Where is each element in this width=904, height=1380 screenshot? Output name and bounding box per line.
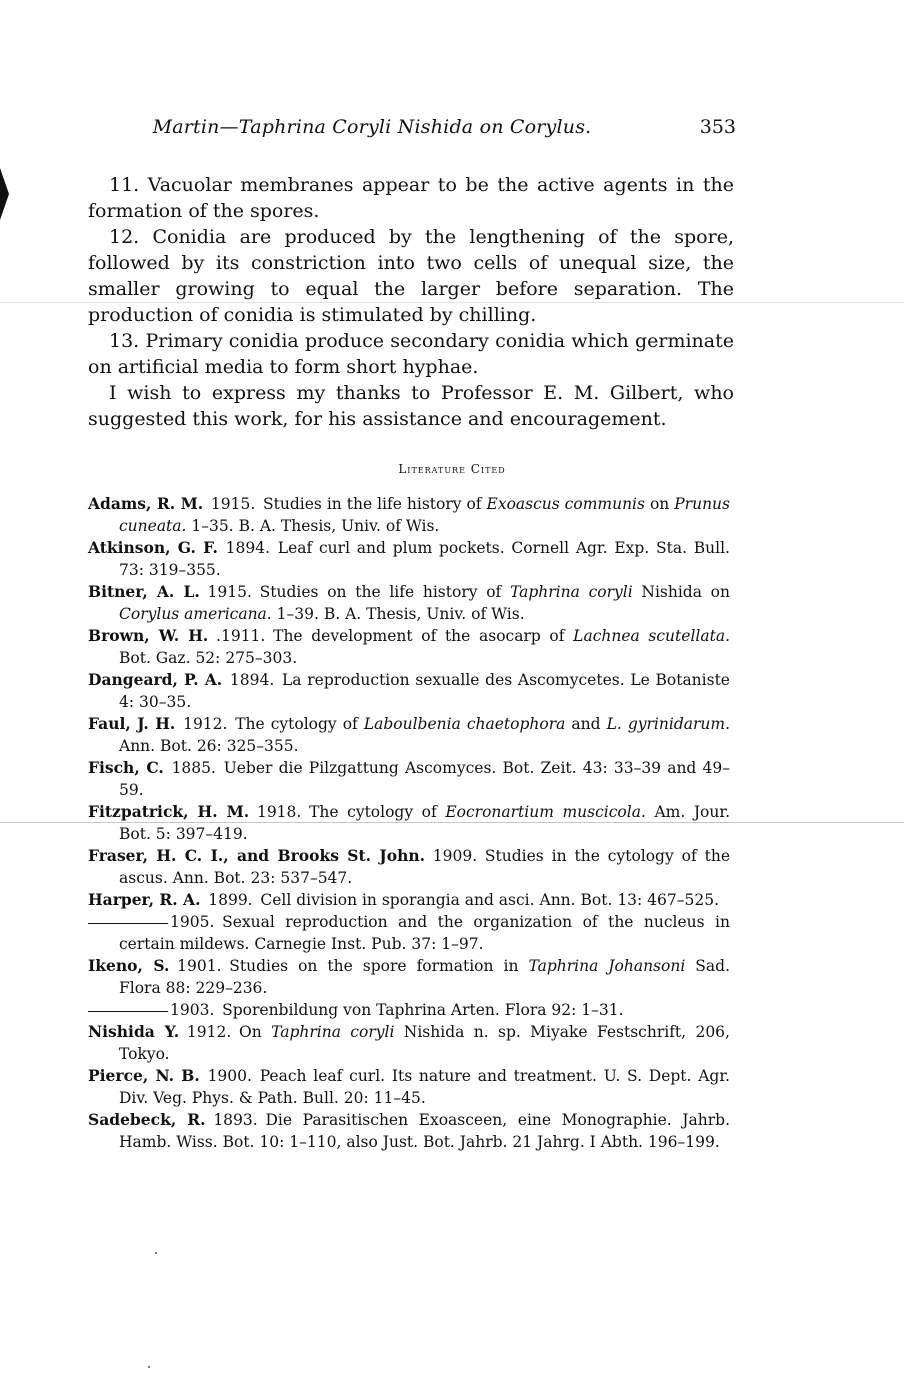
reference-title-italic: Exoascus communis [486, 495, 645, 513]
scan-speck [155, 1252, 157, 1254]
reference-author: Brown, W. H. [88, 626, 209, 645]
reference-year: .1911. [216, 627, 266, 645]
reference-text: The development of the asocarp of [273, 627, 574, 645]
reference-author: Fitzpatrick, H. M. [88, 802, 250, 821]
reference-text: Bot. Gaz. 52: 275–303. [119, 649, 298, 667]
reference-entry [88, 999, 730, 1021]
reference-entry [88, 1109, 730, 1153]
reference-text: The cytology of [235, 715, 364, 733]
reference-author: Pierce, N. B. [88, 1066, 200, 1085]
reference-text: 1–35. B. A. Thesis, Univ. of Wis. [186, 517, 440, 535]
reference-entry [88, 493, 730, 537]
reference-text: Studies on the spore formation in [229, 957, 529, 975]
reference-author: Fisch, C. [88, 758, 164, 777]
reference-text: Nishida on [632, 583, 730, 601]
body-text [88, 172, 734, 432]
reference-text: Ueber die Pilzgattung Ascomyces. Bot. Zeit. 43: 33–39 and 49–59. [119, 759, 730, 799]
reference-entry [88, 889, 730, 911]
reference-text: Studies on the life history of [259, 583, 510, 601]
page-number: 353 [699, 116, 736, 138]
reference-title-italic: Laboulbenia chaetophora [363, 715, 566, 733]
paragraph-12: 12. Conidia are produced by the lengthening of the spore, followed by its constriction into two cells of unequal size, the smaller growing to equal the larger before separation. The production of conidia is stimulated by chilling. [88, 226, 734, 326]
reference-title-italic: L. gyrinidarum. [606, 715, 731, 733]
reference-year: 1912. [183, 715, 228, 733]
reference-entry [88, 713, 730, 757]
reference-year: 1903. [170, 1001, 215, 1019]
reference-entry [88, 757, 730, 801]
reference-year: 1918. [256, 803, 302, 821]
reference-text: Studies in the cytology of the ascus. Ann. Bot. 23: 537–547. [119, 847, 730, 887]
reference-text: on [644, 495, 675, 513]
reference-author: Fraser, H. C. I., and Brooks St. John. [88, 846, 426, 865]
reference-author: Atkinson, G. F. [88, 538, 218, 557]
reference-text: Nishida n. sp. Miyake Festschrift, 206, Tokyo. [119, 1023, 730, 1063]
ditto-dash [88, 1011, 168, 1012]
reference-text: Am. Jour. Bot. 5: 397–419. [119, 803, 731, 843]
reference-entry [88, 625, 730, 669]
reference-author: Sadebeck, R. [88, 1110, 206, 1129]
reference-author: Faul, J. H. [88, 714, 176, 733]
reference-text: La reproduction sexualle des Ascomycetes. Le Botaniste 4: 30–35. [119, 671, 730, 711]
reference-text: Die Parasitischen Exoasceen, eine Monographie. Jahrb. Hamb. Wiss. Bot. 10: 1–110, also Just. Bot. Jahrb. 21 Jahrg. I Abth. 196–199. [119, 1111, 730, 1151]
paragraph-13: 13. Primary conidia produce secondary conidia which germinate on artificial media to form short hyphae. [88, 330, 734, 378]
reference-entry [88, 801, 730, 845]
ditto-dash [88, 923, 168, 924]
reference-title-italic: Taphrina coryli [271, 1023, 395, 1041]
reference-entry [88, 911, 730, 955]
literature-cited-heading: Literature Cited [398, 462, 506, 476]
running-head [88, 116, 736, 142]
reference-text: Leaf curl and plum pockets. Cornell Agr. Exp. Sta. Bull. 73: 319–355. [119, 539, 730, 579]
reference-title-italic: Lachnea scutellata. [573, 627, 730, 645]
reference-text: Ann. Bot. 26: 325–355. [119, 737, 299, 755]
reference-year: 1899. [208, 891, 253, 909]
reference-title-italic: Corylus americana. [119, 605, 272, 623]
paragraph-11: 11. Vacuolar membranes appear to be the active agents in the formation of the spores. [88, 174, 734, 222]
binding-edge-mark [0, 168, 9, 220]
reference-text: Sexual reproduction and the organization of the nucleus in certain mildews. Carnegie Inst. Pub. 37: 1–97. [119, 913, 730, 953]
reference-year: 1885. [171, 759, 216, 777]
reference-author: Nishida Y. [88, 1022, 180, 1041]
reference-author: Dangeard, P. A. [88, 670, 223, 689]
reference-year: 1893. [213, 1111, 258, 1129]
reference-year: 1901. [177, 957, 222, 975]
reference-list [88, 493, 730, 1153]
reference-entry [88, 955, 730, 999]
reference-title-italic: Eocronartium muscicola. [445, 803, 646, 821]
reference-entry [88, 537, 730, 581]
reference-author: Ikeno, S. [88, 956, 170, 975]
reference-text: and [565, 715, 607, 733]
reference-entry [88, 581, 730, 625]
reference-text: Cell division in sporangia and asci. Ann. Bot. 13: 467–525. [260, 891, 720, 909]
reference-year: 1912. [186, 1023, 232, 1041]
reference-author: Harper, R. A. [88, 890, 201, 909]
reference-year: 1915. [207, 583, 252, 601]
reference-entry [88, 1021, 730, 1065]
reference-title-italic: Prunus cuneata. [119, 495, 730, 535]
reference-text: Studies in the life history of [263, 495, 487, 513]
reference-year: 1894. [229, 671, 275, 689]
reference-text: Sporenbildung von Taphrina Arten. Flora 92: 1–31. [222, 1001, 624, 1019]
running-title: Martin—Taphrina Coryli Nishida on Corylus. [152, 116, 592, 138]
reference-title-italic: Taphrina Johansoni [528, 957, 686, 975]
reference-text: Sad. Flora 88: 229–236. [119, 957, 731, 997]
reference-year: 1894. [225, 539, 271, 557]
reference-year: 1905. [170, 913, 215, 931]
reference-entry [88, 1065, 730, 1109]
reference-year: 1915. [210, 495, 256, 513]
reference-title-italic: Taphrina coryli [509, 583, 633, 601]
reference-entry [88, 669, 730, 713]
reference-author: Adams, R. M. [88, 494, 204, 513]
reference-entry [88, 845, 730, 889]
reference-text: On [239, 1023, 272, 1041]
scan-speck [148, 1366, 150, 1368]
reference-text: 1–39. B. A. Thesis, Univ. of Wis. [271, 605, 525, 623]
reference-year: 1900. [207, 1067, 252, 1085]
reference-author: Bitner, A. L. [88, 582, 200, 601]
reference-text: The cytology of [309, 803, 446, 821]
acknowledgement-paragraph: I wish to express my thanks to Professor E. M. Gilbert, who suggested this work, for his assistance and encouragement. [88, 382, 734, 430]
reference-year: 1909. [432, 847, 478, 865]
reference-text: Peach leaf curl. Its nature and treatment. U. S. Dept. Agr. Div. Veg. Phys. & Path. Bull. 20: 11–45. [119, 1067, 730, 1107]
